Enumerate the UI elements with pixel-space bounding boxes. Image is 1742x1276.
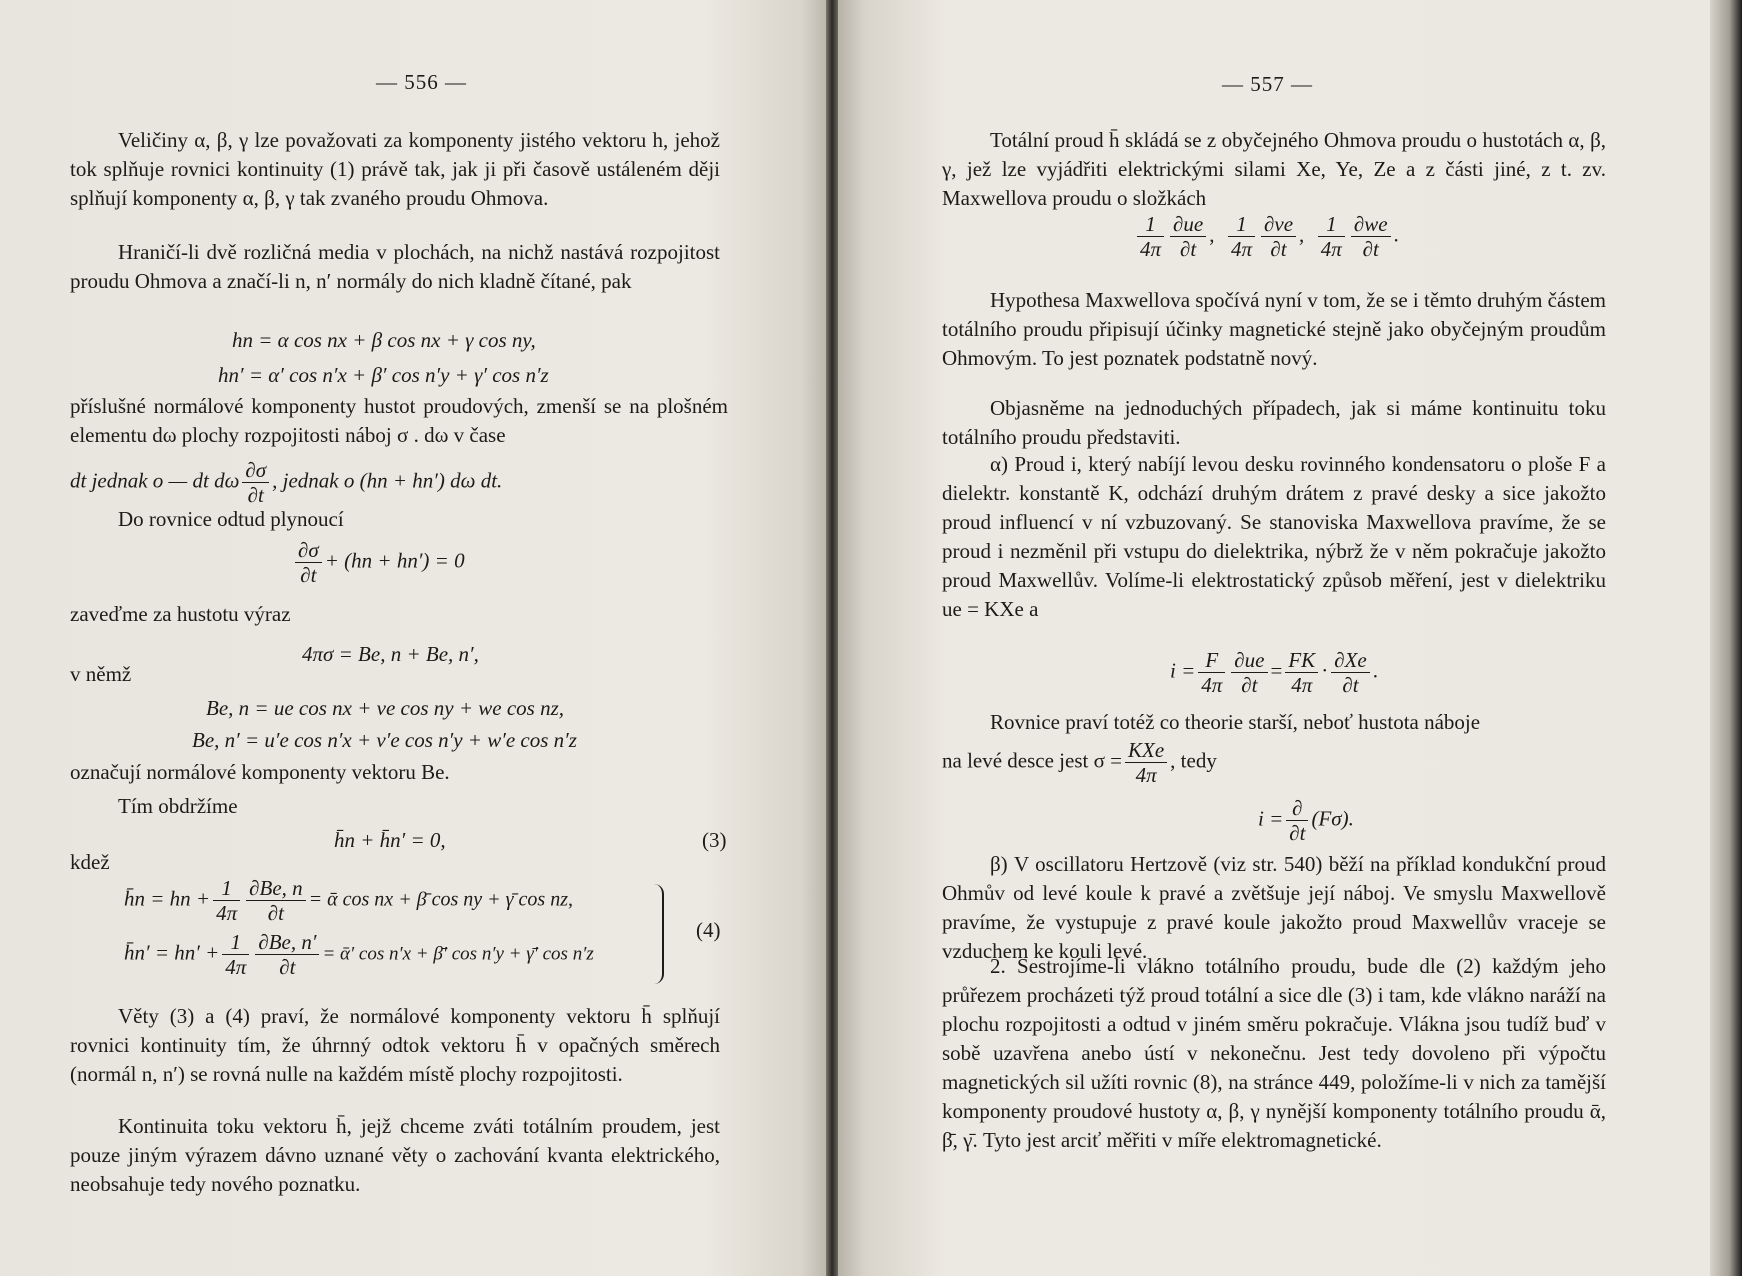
fraction <box>1286 796 1308 845</box>
denominator: ∂t <box>1241 673 1258 697</box>
numerator: ∂ve <box>1261 212 1296 237</box>
paragraph: Do rovnice odtud plynoucí <box>118 507 344 531</box>
numerator: FK <box>1285 648 1318 673</box>
equation-part: (Fσ). <box>1311 806 1354 831</box>
denominator: ∂t <box>1289 821 1306 845</box>
numerator: ∂ue <box>1231 648 1267 673</box>
equation-line: $\frac{1}{4\pi}$ $\frac{\partial ue}{\partial t}$ , $\frac{1}{4\pi}$ $\frac{\partial ve}{\partial t}$ , $\frac{1}{4\pi}$ $\frac{\partial we}{\partial t}$ . <box>1134 212 1399 261</box>
fraction <box>295 538 322 587</box>
left-page <box>0 0 826 1276</box>
denominator: ∂t <box>1362 237 1379 261</box>
equation-part: i = <box>1170 658 1196 683</box>
paragraph: Veličiny α, β, γ lze považovati za komponenty jistého vektoru h, jehož tok splňuje rovnici kontinuity (1) právě tak, jak ji při časově ustáleném ději splňují komponenty α, β, γ tak zvaného proudu Ohmova. <box>70 128 720 210</box>
equation-line: i = $\frac{F}{4\pi}$ $\frac{\partial ue}{\partial t}$ = $\frac{FK}{4\pi}$ · $\frac{\partial Xe}{\partial t}$ . <box>1170 648 1378 697</box>
paragraph: 2. Sestrojíme-li vlákno totálního proudu, bude dle (2) každým jeho průřezem procházeti týž proud totální a sice dle (3) i tam, kde vlákno naráží na plochu rozpojitosti a odtud v jiném směru pokračuje. Vlákna jsou tudíž buď v sobě uzavřena anebo ústí v nekonečnu. Jest tedy dovoleno při výpočtu magnetických sil užíti rovnic (8), na stránce 449, položíme-li v nich za tamější komponenty proudové hustoty α, β, γ nynější komponenty totálního proudu ᾱ, β̄, γ̄. Tyto jest arciť měřiti v míře elektromagnetické. <box>942 954 1606 1152</box>
fraction <box>222 930 249 979</box>
denominator: ∂t <box>1270 237 1287 261</box>
page-number-right: — 557 — <box>1222 72 1313 96</box>
paragraph: označují normálové komponenty vektoru Be. <box>70 760 450 784</box>
equation-part: na levé desce jest σ = <box>942 748 1123 773</box>
denominator: 4π <box>225 955 247 979</box>
right-page <box>838 0 1742 1276</box>
equation: Be, n′ = u′e cos n′x + v′e cos n′y + w′e cos n′z <box>192 728 577 752</box>
numerator: ∂we <box>1351 212 1391 237</box>
page-edge <box>1710 0 1742 1276</box>
equation-number: (4) <box>696 918 721 942</box>
paragraph: Kontinuita toku vektoru h̄, jejž chceme zváti totálním proudem, jest pouze jiným výrazem dávno uznané věty o zachování kvanta elektrického, neobsahuje tedy nového poznatku. <box>70 1114 720 1196</box>
fraction <box>1228 212 1255 261</box>
equation-part: = ᾱ cos nx + β̄ cos ny + γ̄ cos nz, <box>308 888 574 911</box>
paragraph: Hypothesa Maxwellova spočívá nyní v tom, že se i těmto druhým částem totálního proudu připisují účinky magnetické stejně jako obyčejným proudům Ohmovým. To jest poznatek podstatně nový. <box>942 288 1606 370</box>
numerator: 1 <box>1137 212 1164 237</box>
fraction <box>1318 212 1345 261</box>
fraction <box>1261 212 1296 261</box>
paragraph: kdež <box>70 850 110 874</box>
equation-part: , jednak o (hn + hn′) dω dt. <box>272 468 503 493</box>
paragraph: α) Proud i, který nabíjí levou desku rovinného kondensatoru o ploše F a dielektr. konstantě K, odchází druhým drátem z pravé desky a sice jakožto proud influencí v ní vzbuzovaný. Se stanoviska Maxwellova pravíme, že se proud i nezměnil při vstupu do dielektrika, nýbrž že v něm pokračuje jakožto proud Maxwellův. Volíme-li elektrostatický způsob měření, jest v dielektriku ue = KXe a <box>942 452 1606 621</box>
paragraph: Objasněme na jednoduchých případech, jak si máme kontinuitu toku totálního proudu představiti. <box>942 396 1606 449</box>
brace <box>654 884 664 984</box>
numerator: ∂Be, n′ <box>255 930 319 955</box>
paragraph: příslušné normálové komponenty hustot proudových, zmenší se na plošném elementu dω plochy rozpojitosti náboj σ . dω v čase <box>70 394 728 447</box>
fraction <box>242 458 269 507</box>
paragraph: β) V oscillatoru Hertzově (viz str. 540) běží na příklad kondukční proud Ohmův od levé koule k pravé a zvětšuje její náboj. Ve smyslu Maxwellově pravíme, že vystupuje z pravé koule jakožto proud Maxwellův vraceje se vzduchem ke kouli levé. <box>942 852 1606 963</box>
equation-part: i = <box>1258 806 1284 831</box>
denominator: 4π <box>1230 237 1253 261</box>
equation-part: + (hn + hn′) = 0 <box>324 548 465 573</box>
equation-part: dt jednak o — dt dω <box>70 468 240 493</box>
numerator: KXe <box>1125 738 1167 763</box>
numerator: 1 <box>1228 212 1255 237</box>
numerator: 1 <box>213 876 240 901</box>
denominator: ∂t <box>1342 673 1359 697</box>
denominator: ∂t <box>300 563 317 587</box>
numerator: F <box>1198 648 1225 673</box>
equation-part: , tedy <box>1170 748 1217 773</box>
denominator: 4π <box>1320 237 1342 261</box>
paragraph: zaveďme za hustotu výraz <box>70 602 291 626</box>
fraction <box>213 876 240 925</box>
numerator: 1 <box>222 930 249 955</box>
equals-sign: = <box>1270 658 1283 683</box>
equation-part: = ᾱ′ cos n′x + β̄′ cos n′y + γ̄′ cos n′z <box>322 943 594 965</box>
equation-line <box>292 538 465 587</box>
fraction <box>1198 648 1225 697</box>
paragraph: Věty (3) a (4) praví, že normálové komponenty vektoru h̄ splňují rovnici kontinuity tím, že úhrnný odtok vektoru h̄ v opačných směrech (normál n, n′) se rovná nulle na každém místě plochy rozpojitosti. <box>70 1004 720 1086</box>
denominator: 4π <box>1201 673 1223 697</box>
equation-line <box>1258 796 1354 845</box>
paragraph: Rovnice praví totéž co theorie starší, neboť hustota náboje <box>990 710 1481 734</box>
denominator: 4π <box>1291 673 1313 697</box>
equation-part: h̄n′ = hn′ + <box>124 940 220 965</box>
denominator: 4π <box>216 901 238 925</box>
numerator: ∂ <box>1286 796 1308 821</box>
equation-number: (3) <box>702 828 727 852</box>
numerator: ∂Be, n <box>246 876 306 901</box>
equation-part: h̄n = hn + <box>124 886 211 911</box>
denominator: 4π <box>1135 763 1157 787</box>
denominator: ∂t <box>247 483 264 507</box>
fraction <box>1125 738 1167 787</box>
equation-line <box>942 738 1217 787</box>
numerator: ∂σ <box>242 458 269 483</box>
fraction <box>1285 648 1318 697</box>
equation-line <box>70 458 502 507</box>
book-gutter <box>826 0 838 1276</box>
equation: Be, n = ue cos nx + ve cos ny + we cos nz, <box>206 696 564 720</box>
page-number-left: — 556 — <box>376 70 467 94</box>
equation: h̄n + h̄n′ = 0, <box>334 828 446 852</box>
numerator: ∂ue <box>1170 212 1206 237</box>
fraction <box>1170 212 1206 261</box>
denominator: ∂t <box>279 955 296 979</box>
denominator: ∂t <box>1180 237 1197 261</box>
numerator: 1 <box>1318 212 1345 237</box>
equation: hn = α cos nx + β cos nx + γ cos ny, <box>232 328 536 352</box>
numerator: ∂Xe <box>1331 648 1370 673</box>
denominator: ∂t <box>267 901 284 925</box>
paragraph: Tím obdržíme <box>118 794 238 818</box>
denominator: 4π <box>1140 237 1162 261</box>
paragraph: Hraničí-li dvě rozličná media v plochách, na nichž nastává rozpojitost proudu Ohmova a značí-li n, n′ normály do nich kladně čítané, pak <box>70 240 720 293</box>
equation-line <box>124 930 594 979</box>
paragraph: Totální proud h̄ skládá se z obyčejného Ohmova proudu o hustotách α, β, γ, jež lze vyjádřiti elektrickými silami Xe, Ye, Ze a z části jiné, z t. zv. Maxwellova proudu o složkách <box>942 128 1606 210</box>
fraction <box>255 930 319 979</box>
numerator: ∂σ <box>295 538 322 563</box>
fraction <box>1137 212 1164 261</box>
equation: hn′ = α′ cos n′x + β′ cos n′y + γ′ cos n′z <box>218 363 549 387</box>
paragraph: v němž <box>70 662 132 686</box>
equation: 4πσ = Be, n + Be, n′, <box>302 642 479 666</box>
equation-line <box>124 876 573 925</box>
fraction <box>246 876 306 925</box>
fraction <box>1351 212 1391 261</box>
fraction <box>1331 648 1370 697</box>
fraction <box>1231 648 1267 697</box>
